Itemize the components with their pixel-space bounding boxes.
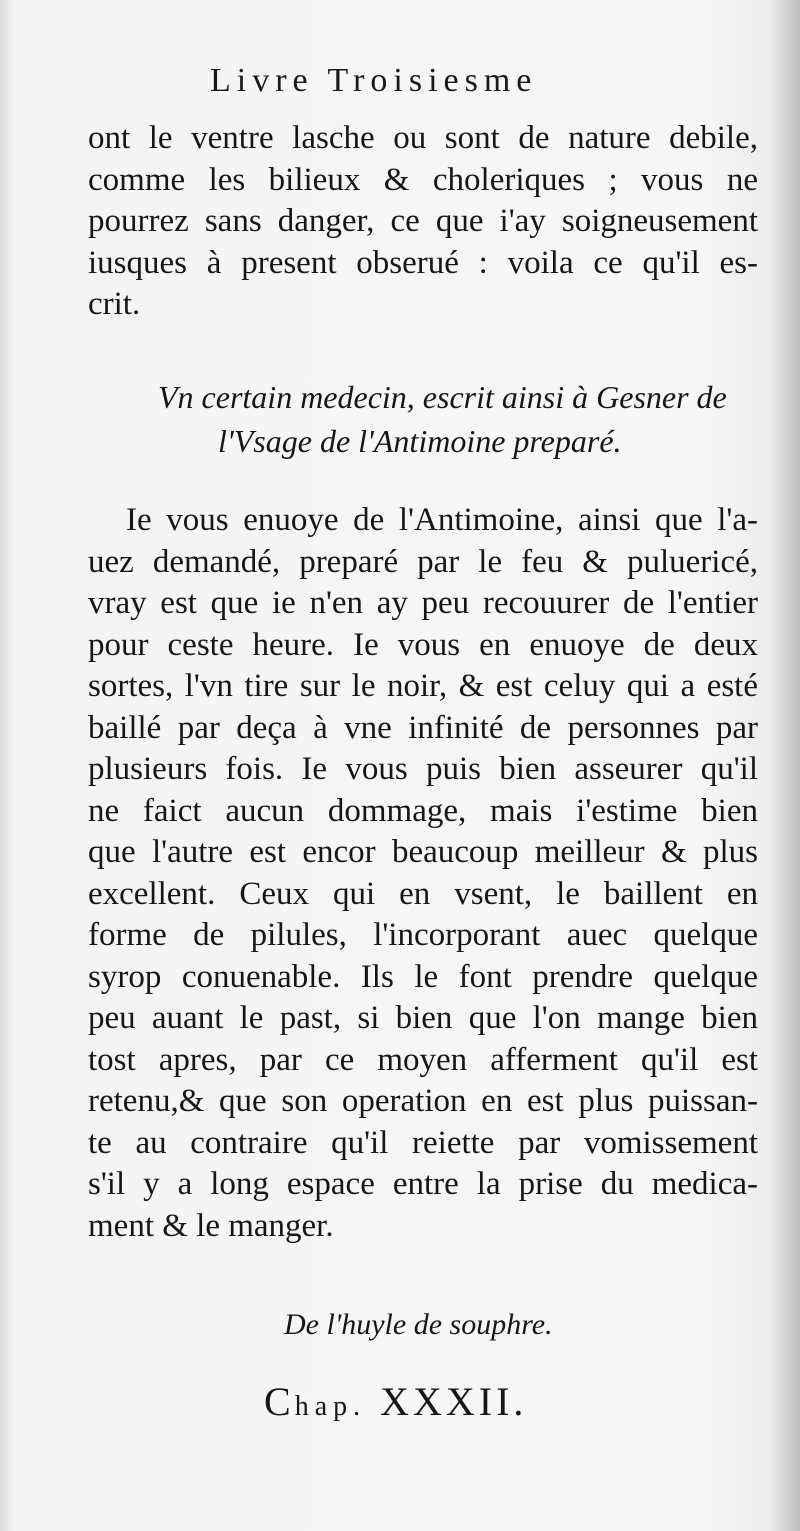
section-heading-line: Vn certain medecin, escrit ainsi à Gesner de bbox=[158, 379, 727, 415]
text-line: plusieurs fois. Ie vous puis bien asseurer qu'il bbox=[88, 751, 758, 787]
running-head: Livre Troisiesme bbox=[210, 62, 538, 99]
text-line: peu auant le past, si bien que l'on mange bien bbox=[88, 1000, 758, 1036]
text-line: retenu,& que son operation en est plus puissan- bbox=[88, 1083, 758, 1119]
text-line: vray est que ie n'en ay peu recouurer de l'entier bbox=[88, 585, 758, 621]
text-line: te au contraire qu'il reiette par vomissement bbox=[88, 1124, 758, 1161]
text-line: pour ceste heure. Ie vous en enuoye de deux bbox=[88, 626, 758, 663]
text-line: ne faict aucun dommage, mais i'estime bien bbox=[88, 792, 758, 829]
text-line: excellent. Ceux qui en vsent, le baillent en bbox=[88, 875, 758, 912]
chapter-number: XXXII. bbox=[380, 1379, 528, 1424]
text-line: baillé par deça à vne infinité de personnes par bbox=[88, 709, 758, 746]
text-line: que l'autre est encor beaucoup meilleur & plus bbox=[88, 834, 758, 870]
main-paragraph bbox=[88, 500, 758, 1247]
first-paragraph bbox=[88, 118, 758, 326]
chapter-heading bbox=[264, 1378, 527, 1425]
text-line: s'il y a long espace entre la prise du medica- bbox=[88, 1166, 758, 1202]
text-line: uez demandé, preparé par le feu & pulueriсé, bbox=[88, 543, 758, 580]
text-line: comme les bilieux & choleriques ; vous ne bbox=[88, 161, 758, 198]
text-line: sortes, l'vn tire sur le noir, & est celuy qui a esté bbox=[88, 668, 758, 704]
text-line: pourrez sans danger, ce que i'ay soigneusement bbox=[88, 203, 758, 239]
text-line: tost apres, par ce moyen afferment qu'il est bbox=[88, 1041, 758, 1078]
section-heading-line: l'Vsage de l'Antimoine preparé. bbox=[218, 423, 622, 459]
text-line: syrop conuenable. Ils le font prendre quelque bbox=[88, 958, 758, 995]
section-heading bbox=[88, 375, 758, 463]
chapter-cap-letter: C bbox=[264, 1379, 295, 1424]
text-line: ment & le manger. bbox=[88, 1207, 334, 1244]
subheading: De l'huyle de souphre. bbox=[284, 1308, 553, 1341]
text-line: crit. bbox=[88, 286, 141, 322]
text-line: forme de pilules, l'incorporant auec quelque bbox=[88, 917, 758, 953]
text-line: iusques à present obserué : voila ce qu'il es- bbox=[88, 244, 758, 281]
text-line: ont le ventre lasche ou sont de nature debile, bbox=[88, 120, 758, 156]
chapter-label: hap. bbox=[294, 1391, 367, 1422]
text-line: Ie vous enuoye de l'Antimoine, ainsi que l'a- bbox=[126, 502, 758, 538]
